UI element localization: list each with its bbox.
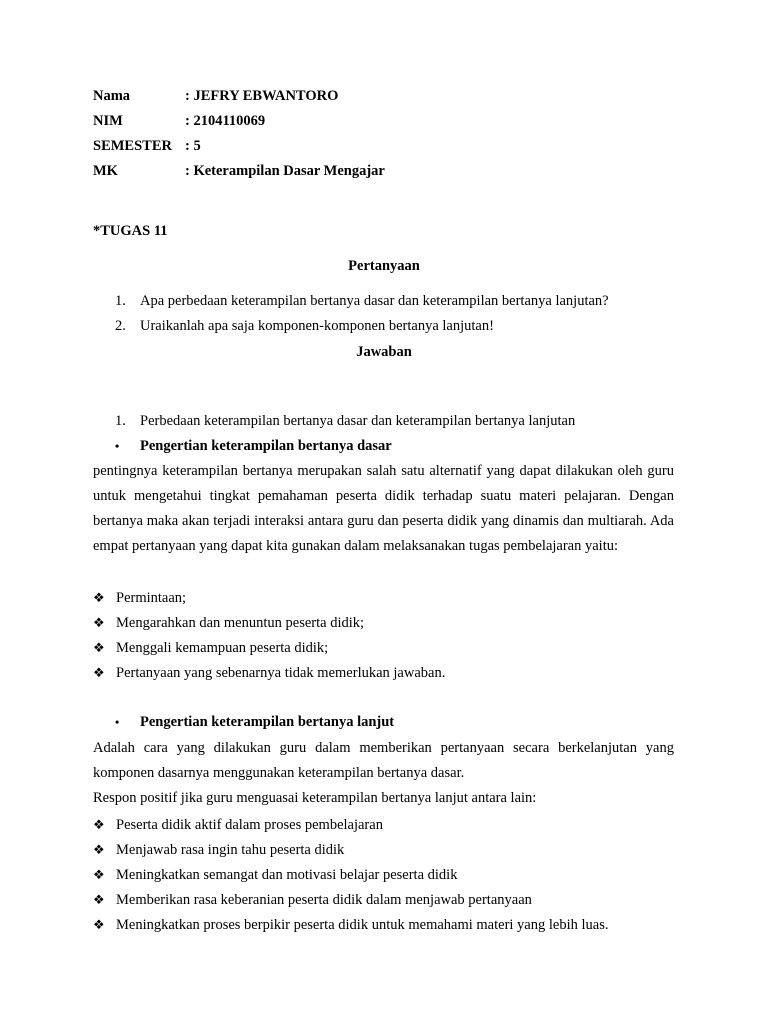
- list-item-text: Meningkatkan semangat dan motivasi belajar peserta didik: [116, 867, 458, 883]
- diamond-bullet-icon: ❖: [93, 640, 105, 655]
- list-item: [93, 862, 457, 888]
- diamond-bullet-icon: ❖: [93, 665, 105, 680]
- section-basic-title: [115, 434, 392, 459]
- header-label: Nama: [93, 88, 131, 104]
- section-title: Pengertian keterampilan bertanya dasar: [140, 438, 392, 454]
- section-basic-paragraph: pentingnya keterampilan bertanya merupakan salah satu alternatif yang dapat dilakukan oleh guru untuk mengetahui tingkat pemahaman peserta didik terhadap suatu materi pelajaran. Dengan bertanya maka akan terjadi interaksi antara guru dan peserta didik yang dinamis dan multiarah. Ada empat pertanyaan yang dapat kita gunakan dalam melaksanakan tugas pembelajaran yaitu:: [93, 463, 674, 554]
- list-item-text: Meningkatkan proses berpikir peserta didik untuk memahami materi yang lebih luas.: [116, 917, 609, 933]
- diamond-bullet-icon: ❖: [93, 867, 105, 882]
- diamond-bullet-icon: ❖: [93, 842, 105, 857]
- list-item-text: Peserta didik aktif dalam proses pembelajaran: [116, 817, 383, 833]
- section-title: Pengertian keterampilan bertanya lanjut: [140, 714, 395, 730]
- question-item: [115, 314, 494, 339]
- header-label: MK: [93, 163, 118, 179]
- diamond-bullet-icon: ❖: [93, 917, 105, 932]
- section-advanced-paragraph: Adalah cara yang dilakukan guru dalam memberikan pertanyaan secara berkelanjutan yang komponen dasarnya menggunakan keterampilan bertanya dasar.: [93, 740, 674, 781]
- list-number: 2.: [115, 318, 126, 334]
- header-value: : 5: [185, 138, 201, 154]
- list-item: [93, 635, 328, 661]
- diamond-bullet-icon: ❖: [93, 615, 105, 630]
- header-value: : Keterampilan Dasar Mengajar: [185, 163, 385, 179]
- diamond-bullet-icon: ❖: [93, 817, 105, 832]
- diamond-bullet-icon: ❖: [93, 590, 105, 605]
- list-item-text: Memberikan rasa keberanian peserta didik dalam menjawab pertanyaan: [116, 892, 532, 908]
- list-number: 1.: [115, 293, 126, 309]
- list-item: [93, 912, 608, 938]
- list-item: [93, 887, 532, 913]
- answers-heading: Jawaban: [356, 344, 412, 360]
- questions-heading: Pertanyaan: [348, 258, 420, 274]
- list-item: [93, 660, 445, 686]
- bullet-icon: •: [115, 715, 120, 729]
- list-item: [93, 812, 383, 838]
- header-label: NIM: [93, 113, 123, 129]
- header-value: : JEFRY EBWANTORO: [185, 88, 339, 104]
- task-title: *TUGAS 11: [93, 223, 168, 239]
- bullet-icon: •: [115, 439, 120, 453]
- list-item-text: Menggali kemampuan peserta didik;: [116, 640, 329, 656]
- answer-text: Perbedaan keterampilan bertanya dasar dan keterampilan bertanya lanjutan: [140, 413, 576, 429]
- list-item-text: Permintaan;: [116, 590, 187, 606]
- list-item-text: Menjawab rasa ingin tahu peserta didik: [116, 842, 345, 858]
- section-advanced-title: [115, 710, 394, 735]
- list-item: [93, 585, 186, 611]
- list-number: 1.: [115, 413, 126, 429]
- list-item: [93, 610, 364, 636]
- list-item: [93, 837, 344, 863]
- section-advanced-intro: Respon positif jika guru menguasai keterampilan bertanya lanjut antara lain:: [93, 790, 537, 806]
- question-text: Uraikanlah apa saja komponen-komponen bertanya lanjutan!: [140, 318, 494, 334]
- header-value: : 2104110069: [185, 113, 266, 129]
- question-text: Apa perbedaan keterampilan bertanya dasar dan keterampilan bertanya lanjutan?: [140, 293, 609, 309]
- header-label: SEMESTER: [93, 138, 172, 154]
- question-item: [115, 289, 609, 314]
- answer-item: [115, 409, 575, 434]
- list-item-text: Pertanyaan yang sebenarnya tidak memerlukan jawaban.: [116, 665, 446, 681]
- diamond-bullet-icon: ❖: [93, 892, 105, 907]
- list-item-text: Mengarahkan dan menuntun peserta didik;: [116, 615, 365, 631]
